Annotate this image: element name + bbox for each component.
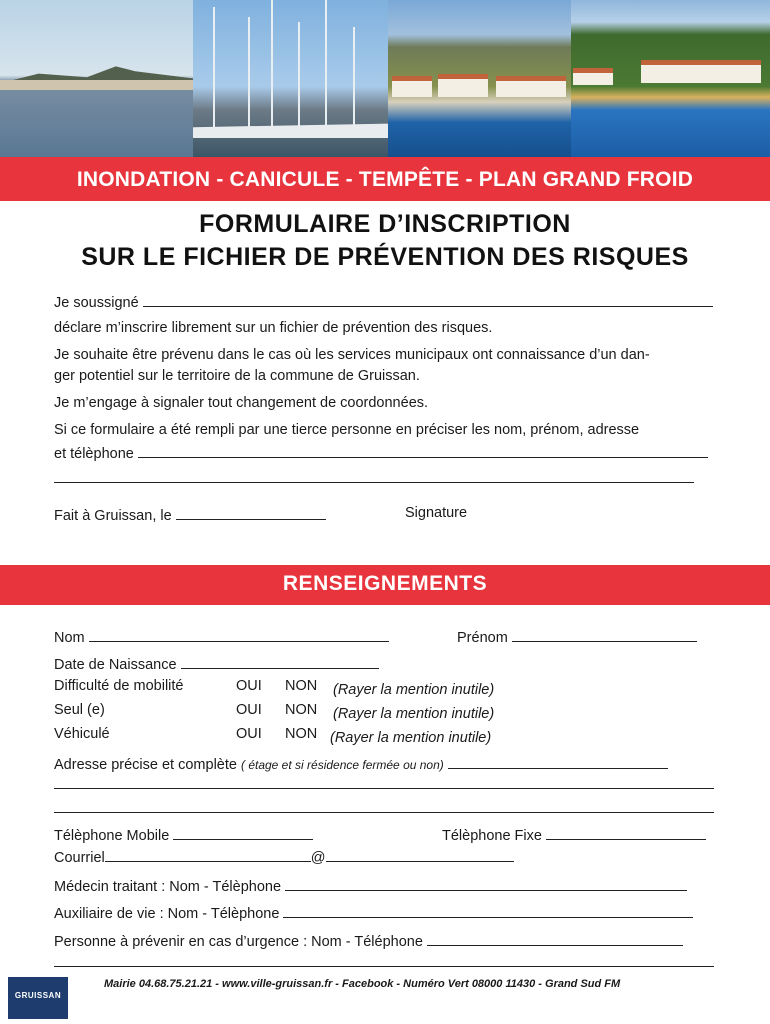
seul-hint: (Rayer la mention inutile) [333,706,495,722]
courriel-label: Courriel [54,850,105,866]
form-title-line2: SUR LE FICHIER DE PRÉVENTION DES RISQUES [81,243,689,271]
footer-contacts: Mairie 04.68.75.21.21 - www.ville-gruissan.fr - Facebook - Numéro Vert 08000 11430 - Grand Sud FM [104,978,621,990]
photo-seafront-residences [571,0,770,157]
mobilite-non[interactable]: NON [285,678,318,694]
vehicule-non[interactable]: NON [285,726,318,742]
adresse-line [54,754,668,773]
seul-label: Seul (e) [54,702,105,718]
tel-mobile-field[interactable] [173,825,313,840]
urgence-field[interactable] [427,931,683,946]
signature-label: Signature [405,505,468,521]
third-party-field-2[interactable] [54,482,694,483]
courriel-domain-field[interactable] [326,847,514,862]
naissance-line [54,654,379,673]
third-party-field[interactable] [138,443,708,458]
tel-mobile-label: Télèphone Mobile [54,828,170,844]
vehicule-oui[interactable]: OUI [236,726,262,742]
tel-fixe-field[interactable] [546,825,706,840]
form-title-line1: FORMULAIRE D’INSCRIPTION [199,210,571,238]
adresse-field-2[interactable] [54,788,714,789]
tel-fixe-line [442,825,706,844]
urgence-line [54,931,683,950]
mobilite-label: Difficulté de mobilité [54,678,184,694]
soussigne-line [54,292,713,311]
urgence-label: Personne à prévenir en cas d’urgence : Nom - Téléphone [54,934,423,950]
auxiliaire-label: Auxiliaire de vie : Nom - Télèphone [54,906,280,922]
adresse-field-3[interactable] [54,812,714,813]
nom-label: Nom [54,630,85,646]
naissance-field[interactable] [181,654,379,669]
tel-mobile-line [54,825,313,844]
soussigne-field[interactable] [143,292,713,307]
courriel-line [54,847,514,866]
auxiliaire-field[interactable] [283,903,693,918]
logo-text: GRUISSAN [14,991,62,1000]
date-field[interactable] [176,505,326,520]
adresse-field[interactable] [448,754,668,769]
third-party-line [54,443,708,462]
naissance-label: Date de Naissance [54,657,177,673]
soussigne-label: Je soussigné [54,295,139,311]
courriel-user-field[interactable] [105,847,311,862]
adresse-hint: ( étage et si résidence fermée ou non) [240,758,444,772]
seul-oui[interactable]: OUI [236,702,262,718]
third-party-label: et télèphone [54,446,134,462]
declaration-text-2a: Je souhaite être prévenu dans le cas où les services municipaux ont connaissance d’un dan- [54,347,650,363]
photo-village-lagoon [0,0,193,157]
gruissan-logo [8,977,68,1019]
fait-line [54,505,326,524]
medecin-label: Médecin traitant : Nom - Télèphone [54,879,282,895]
mobilite-hint: (Rayer la mention inutile) [333,682,495,698]
fait-label: Fait à Gruissan, le [54,508,172,524]
declaration-text-2b: ger potentiel sur le territoire de la commune de Gruissan. [54,368,420,384]
urgence-field-2[interactable] [54,966,714,967]
nom-line [54,627,389,646]
mobilite-oui[interactable]: OUI [236,678,262,694]
seul-non[interactable]: NON [285,702,318,718]
medecin-line [54,876,687,895]
header-photo-strip [0,0,770,157]
medecin-field[interactable] [285,876,687,891]
section-renseignements: RENSEIGNEMENTS [0,565,770,605]
photo-marina-masts [193,0,388,157]
nom-field[interactable] [89,627,389,642]
photo-chalets-shore [388,0,571,157]
auxiliaire-line [54,903,693,922]
risk-types-banner: INONDATION - CANICULE - TEMPÊTE - PLAN GRAND FROID [0,157,770,201]
tel-fixe-label: Télèphone Fixe [442,828,542,844]
at-sign: @ [310,850,326,866]
declaration-text-4a: Si ce formulaire a été rempli par une tierce personne en préciser les nom, prénom, adresse [54,422,640,438]
vehicule-label: Véhiculé [54,726,110,742]
declaration-text-3: Je m’engage à signaler tout changement de coordonnées. [54,395,429,411]
prenom-line [457,627,697,646]
prenom-label: Prénom [457,630,508,646]
adresse-label: Adresse précise et complète [54,757,237,773]
vehicule-hint: (Rayer la mention inutile) [330,730,492,746]
prenom-field[interactable] [512,627,697,642]
declaration-text-1: déclare m’inscrire librement sur un fichier de prévention des risques. [54,320,493,336]
